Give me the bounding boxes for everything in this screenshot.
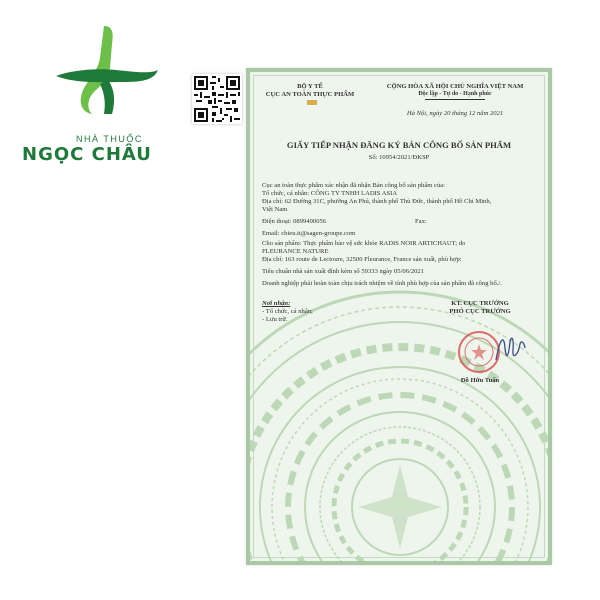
logo-name: NGỌC CHÂU [22, 144, 152, 165]
manufacturer-standard: Tiêu chuẩn nhà sản xuất đính kèm số 59333 ngày 05/06/2021 [262, 268, 425, 275]
signer-role-2: PHÓ CỤC TRƯỞNG [449, 308, 511, 315]
pharmacy-logo [22, 22, 182, 165]
medical-cross-icon [52, 22, 162, 117]
phone: Điện thoại: 0899490056 [262, 218, 327, 225]
organization: Tổ chức, cá nhân: CÔNG TY TNHH LADIS ASIA [262, 190, 398, 197]
certificate-title: GIẤY TIẾP NHẬN ĐĂNG KÝ BẢN CÔNG BỐ SẢN PHẨM [286, 140, 512, 150]
address-line-2: Việt Nam [262, 206, 288, 213]
responsibility-statement: Doanh nghiệp phải hoàn toàn chịu trách nhiệm về tính phù hợp của sản phẩm đã công bố./. [262, 280, 502, 287]
country-name: CỘNG HÒA XÃ HỘI CHỦ NGHĨA VIỆT NAM [386, 83, 524, 90]
handwritten-signature [490, 330, 530, 366]
producer-address: Địa chỉ: 163 route de Lectoure, 32500 Fleurance, France sản xuất, phù hợp: [262, 256, 462, 263]
ministry-name: BỘ Y TẾ [297, 83, 323, 90]
intro-text: Cục an toàn thực phẩm xác nhận đã nhận Bản công bố sản phẩm của: [262, 182, 446, 189]
signer-role-1: KT. CỤC TRƯỞNG [451, 300, 509, 307]
signer-name: Đỗ Hữu Tuấn [460, 377, 500, 384]
recipient-2: - Lưu trữ. [262, 316, 288, 323]
product-line-2: FLEURANCE NATURE [262, 248, 329, 255]
department-emblem-icon [307, 100, 317, 105]
recipients-label: Nơi nhận: [262, 300, 291, 307]
motto-underline [425, 99, 485, 100]
address-line-1: Địa chỉ: 62 Đường 31C, phường An Phú, thành phố Thủ Đức, thành phố Hồ Chí Minh, [262, 198, 492, 205]
fax: Fax: [415, 218, 427, 225]
issue-date: Hà Nội, ngày 20 tháng 12 năm 2021 [406, 110, 504, 117]
product-line-1: Cho sản phẩm: Thực phẩm bảo vệ sức khỏe RADIS NOIR ARTICHAUT; do [262, 240, 466, 247]
recipient-1: - Tổ chức, cá nhân; [262, 308, 313, 315]
bronze-drum-watermark [246, 287, 552, 565]
qr-code [192, 74, 242, 124]
email: Email: chieu.tt@sagen-groupe.com [262, 230, 356, 237]
national-motto: Độc lập - Tự do - Hạnh phúc [418, 91, 492, 97]
logo-subtitle: NHÀ THUỐC [76, 134, 143, 144]
department-name: CỤC AN TOÀN THỰC PHẨM [265, 91, 355, 98]
certificate-document [246, 68, 552, 565]
certificate-number: Số: 10954/2021/ĐKSP [368, 154, 430, 161]
